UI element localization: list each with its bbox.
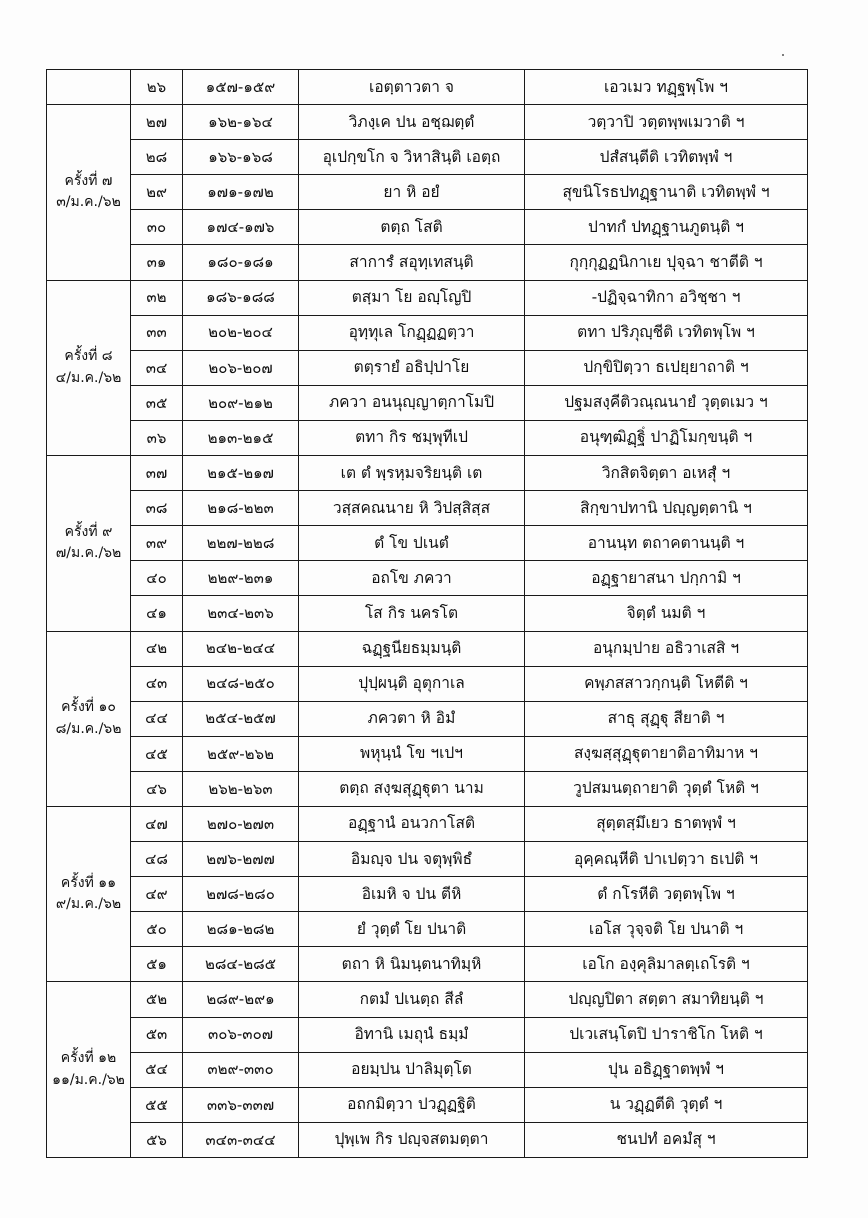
end-phrase-cell: ตทา ปริภุญฺชีติ เวทิตพฺโพ ฯ (525, 315, 808, 350)
item-number-cell: ๒๙ (131, 175, 183, 210)
item-number-cell: ๓๕ (131, 385, 183, 420)
item-number-cell: ๓๓ (131, 315, 183, 350)
page-range-cell: ๒๗๖-๒๗๗ (183, 842, 299, 877)
item-number-cell: ๓๙ (131, 526, 183, 561)
start-phrase-cell: สาการํ สอุทฺเทสนฺติ (299, 245, 525, 280)
schedule-table (46, 69, 808, 1158)
schedule-table-body (47, 70, 808, 1158)
page-range-cell: ๒๗๐-๒๗๓ (183, 806, 299, 841)
table-row (47, 491, 808, 526)
session-cell (47, 982, 131, 1157)
end-phrase-cell: วิกสิตจิตฺตา อเหสุํ ฯ (525, 456, 808, 491)
item-number-cell: ๔๙ (131, 877, 183, 912)
session-date: ๑๑/ม.ค./๖๒ (52, 1071, 125, 1088)
page-range-cell: ๓๓๖-๓๓๗ (183, 1087, 299, 1122)
page-range-cell: ๒๑๕-๒๑๗ (183, 456, 299, 491)
end-phrase-cell: สิกฺขาปทานิ ปญฺญตฺตานิ ฯ (525, 491, 808, 526)
session-cell (47, 806, 131, 981)
item-number-cell: ๕๔ (131, 1052, 183, 1087)
item-number-cell: ๔๑ (131, 596, 183, 631)
start-phrase-cell: ฉฏฺฐนียธมฺมนฺติ (299, 631, 525, 666)
session-label: ครั้งที่ ๙ (64, 523, 113, 540)
end-phrase-cell: อนุกมฺปาย อธิวาเสสิ ฯ (525, 631, 808, 666)
session-label: ครั้งที่ ๗ (64, 172, 113, 189)
end-phrase-cell: ปฐมสงฺคีติวณฺณนายํ วุตฺตเมว ฯ (525, 385, 808, 420)
table-row (47, 701, 808, 736)
item-number-cell: ๕๓ (131, 1017, 183, 1052)
item-number-cell: ๕๖ (131, 1122, 183, 1157)
start-phrase-cell: อุทฺทุเล โกฏฺฏฏตฺวา (299, 315, 525, 350)
end-phrase-cell: วูปสมนตฺถายาติ วุตฺตํ โหติ ฯ (525, 771, 808, 806)
page-range-cell: ๒๑๓-๒๑๕ (183, 420, 299, 455)
table-row (47, 1017, 808, 1052)
table-row (47, 70, 808, 105)
page-range-cell: ๒๕๔-๒๕๗ (183, 701, 299, 736)
item-number-cell: ๔๗ (131, 806, 183, 841)
start-phrase-cell: ภควา อนนุญฺญาตฺกาโมปิ (299, 385, 525, 420)
table-row (47, 631, 808, 666)
start-phrase-cell: ปุพฺเพ กิร ปญฺจสตมตฺตา (299, 1122, 525, 1157)
table-row (47, 526, 808, 561)
item-number-cell: ๔๒ (131, 631, 183, 666)
session-date: ๘/ม.ค./๖๒ (55, 720, 122, 737)
page-range-cell: ๑๗๔-๑๗๖ (183, 210, 299, 245)
table-row (47, 1087, 808, 1122)
table-row (47, 666, 808, 701)
item-number-cell: ๕๐ (131, 912, 183, 947)
start-phrase-cell: อถโข ภควา (299, 561, 525, 596)
page-range-cell: ๓๔๓-๓๔๔ (183, 1122, 299, 1157)
start-phrase-cell: ตตฺถ สงฺฆสุฏฺฐุตา นาม (299, 771, 525, 806)
table-row (47, 315, 808, 350)
end-phrase-cell: สุขนิโรธปทฏฺฐานาติ เวทิตพฺพํ ฯ (525, 175, 808, 210)
start-phrase-cell: อฏฺฐานํ อนวกาโสติ (299, 806, 525, 841)
end-phrase-cell: -ปฏิจฺฉาทิกา อวิชฺชา ฯ (525, 280, 808, 315)
item-number-cell: ๕๕ (131, 1087, 183, 1122)
start-phrase-cell: เต ตํ พฺรหฺมจริยนฺติ เต (299, 456, 525, 491)
session-date: ๙/ม.ค./๖๒ (55, 896, 122, 913)
end-phrase-cell: กุกฺกุฏฏนิกาเย ปุจฺฉา ชาตีติ ฯ (525, 245, 808, 280)
session-cell (47, 456, 131, 631)
scan-speck (782, 54, 784, 56)
session-date: ๓/ม.ค./๖๒ (56, 194, 121, 211)
page-range-cell: ๒๑๘-๒๒๓ (183, 491, 299, 526)
table-row (47, 596, 808, 631)
end-phrase-cell: เอโส วุจฺจติ โย ปนาติ ฯ (525, 912, 808, 947)
table-row (47, 456, 808, 491)
session-date: ๔/ม.ค./๖๒ (55, 369, 122, 386)
table-row (47, 1122, 808, 1157)
session-label: ครั้งที่ ๑๑ (60, 874, 117, 891)
end-phrase-cell: ชนปทํ อคมํสุ ฯ (525, 1122, 808, 1157)
page-range-cell: ๑๖๒-๑๖๔ (183, 105, 299, 140)
start-phrase-cell: วิภงฺเค ปน อชฺฌตฺตํ (299, 105, 525, 140)
page-range-cell: ๑๘๐-๑๘๑ (183, 245, 299, 280)
page-range-cell: ๒๔๒-๒๔๔ (183, 631, 299, 666)
page-range-cell: ๑๕๗-๑๕๙ (183, 70, 299, 105)
session-label: ครั้งที่ ๑๒ (60, 1049, 117, 1066)
end-phrase-cell: ปญฺญปิตา สตฺตา สมาทิยนฺติ ฯ (525, 982, 808, 1017)
start-phrase-cell: อิมญฺจ ปน จตุพฺพิธํ (299, 842, 525, 877)
page-range-cell: ๑๗๑-๑๗๒ (183, 175, 299, 210)
page-range-cell: ๒๐๙-๒๑๒ (183, 385, 299, 420)
end-phrase-cell: อานนฺท ตถาคตานนฺติ ฯ (525, 526, 808, 561)
table-row (47, 736, 808, 771)
start-phrase-cell: อิเมหิ จ ปน ตีหิ (299, 877, 525, 912)
item-number-cell: ๕๑ (131, 947, 183, 982)
start-phrase-cell: อิทานิ เมถุนํ ธมฺมํ (299, 1017, 525, 1052)
start-phrase-cell: ยา หิ อยํ (299, 175, 525, 210)
page-range-cell: ๑๘๖-๑๘๘ (183, 280, 299, 315)
end-phrase-cell: ปกฺขิปิตฺวา ธเปยฺยาถาติ ฯ (525, 350, 808, 385)
start-phrase-cell: ตถา หิ นิมนฺตนาทิมฺหิ (299, 947, 525, 982)
item-number-cell: ๕๒ (131, 982, 183, 1017)
end-phrase-cell: สาธุ สุฏฺฐุ สียาติ ฯ (525, 701, 808, 736)
end-phrase-cell: เอโก องฺคุลิมาลตฺเถโรติ ฯ (525, 947, 808, 982)
end-phrase-cell: ปุน อธิฏฺฐาตพฺพํ ฯ (525, 1052, 808, 1087)
page-range-cell: ๒๓๔-๒๓๖ (183, 596, 299, 631)
end-phrase-cell: น วฏฺฏตีติ วุตฺตํ ฯ (525, 1087, 808, 1122)
page-range-cell: ๒๘๙-๒๙๑ (183, 982, 299, 1017)
item-number-cell: ๔๘ (131, 842, 183, 877)
end-phrase-cell: ปสํสนฺตีติ เวทิตพฺพํ ฯ (525, 140, 808, 175)
item-number-cell: ๓๒ (131, 280, 183, 315)
table-row (47, 771, 808, 806)
page-range-cell: ๓๐๖-๓๐๗ (183, 1017, 299, 1052)
table-row (47, 175, 808, 210)
start-phrase-cell: ยํ วุตฺตํ โย ปนาติ (299, 912, 525, 947)
table-row (47, 912, 808, 947)
item-number-cell: ๔๔ (131, 701, 183, 736)
end-phrase-cell: อฏฺฐายาสนา ปกฺกามิ ฯ (525, 561, 808, 596)
item-number-cell: ๓๖ (131, 420, 183, 455)
end-phrase-cell: คพฺภสสาวกฺกนฺติ โหตีติ ฯ (525, 666, 808, 701)
item-number-cell: ๔๖ (131, 771, 183, 806)
start-phrase-cell: วสฺสคณนาย หิ วิปสฺสิสฺส (299, 491, 525, 526)
start-phrase-cell: ตตฺรายํ อธิปฺปาโย (299, 350, 525, 385)
item-number-cell: ๓๑ (131, 245, 183, 280)
item-number-cell: ๔๐ (131, 561, 183, 596)
start-phrase-cell: ตํ โข ปเนตํ (299, 526, 525, 561)
page-range-cell: ๒๘๑-๒๘๒ (183, 912, 299, 947)
end-phrase-cell: ตํ กโรหีติ วตฺตพฺโพ ฯ (525, 877, 808, 912)
table-row (47, 210, 808, 245)
session-label: ครั้งที่ ๑๐ (61, 699, 116, 716)
table-row (47, 140, 808, 175)
table-row (47, 420, 808, 455)
start-phrase-cell: กตมํ ปเนตฺถ สีลํ (299, 982, 525, 1017)
end-phrase-cell: สุตฺตสฺมึเยว ธาตพฺพํ ฯ (525, 806, 808, 841)
table-row (47, 982, 808, 1017)
page-range-cell: ๒๖๒-๒๖๓ (183, 771, 299, 806)
page-range-cell: ๓๒๙-๓๓๐ (183, 1052, 299, 1087)
table-row (47, 877, 808, 912)
item-number-cell: ๓๐ (131, 210, 183, 245)
start-phrase-cell: อถกมิตฺวา ปวฏฺฏฐิติ (299, 1087, 525, 1122)
start-phrase-cell: โส กิร นครโต (299, 596, 525, 631)
end-phrase-cell: วตฺวาปิ วตฺตพฺพเมวาติ ฯ (525, 105, 808, 140)
table-row (47, 1052, 808, 1087)
page-range-cell: ๒๐๖-๒๐๗ (183, 350, 299, 385)
session-label: ครั้งที่ ๘ (64, 348, 113, 365)
start-phrase-cell: ภควตา หิ อิมํ (299, 701, 525, 736)
start-phrase-cell: อุเปกฺขโก จ วิหาสินฺติ เอตฺถ (299, 140, 525, 175)
session-cell (47, 105, 131, 280)
table-row (47, 842, 808, 877)
table-row (47, 245, 808, 280)
end-phrase-cell: ปาทกํ ปทฏฺฐานภูตนฺติ ฯ (525, 210, 808, 245)
table-row (47, 280, 808, 315)
page-range-cell: ๒๗๘-๒๘๐ (183, 877, 299, 912)
start-phrase-cell: ตทา กิร ชมฺพุทีเป (299, 420, 525, 455)
page-range-cell: ๒๐๒-๒๐๔ (183, 315, 299, 350)
start-phrase-cell: ตตฺถ โสติ (299, 210, 525, 245)
end-phrase-cell: สงฺฆสฺสุฏฺฐุตายาติอาทิมาห ฯ (525, 736, 808, 771)
item-number-cell: ๓๗ (131, 456, 183, 491)
table-row (47, 105, 808, 140)
item-number-cell: ๓๘ (131, 491, 183, 526)
item-number-cell: ๔๕ (131, 736, 183, 771)
item-number-cell: ๔๓ (131, 666, 183, 701)
item-number-cell: ๓๔ (131, 350, 183, 385)
item-number-cell: ๒๖ (131, 70, 183, 105)
item-number-cell: ๒๗ (131, 105, 183, 140)
end-phrase-cell: จิตฺตํ นมติ ฯ (525, 596, 808, 631)
table-row (47, 385, 808, 420)
start-phrase-cell: ตสฺมา โย อญฺโญปิ (299, 280, 525, 315)
table-row (47, 947, 808, 982)
start-phrase-cell: ปุปฺผนฺติ อุตุกาเล (299, 666, 525, 701)
page-range-cell: ๒๕๙-๒๖๒ (183, 736, 299, 771)
session-cell (47, 631, 131, 806)
end-phrase-cell: อุคฺคณฺหีติ ปาเปตฺวา ธเปติ ฯ (525, 842, 808, 877)
page-range-cell: ๒๔๘-๒๕๐ (183, 666, 299, 701)
session-cell (47, 280, 131, 455)
table-row (47, 561, 808, 596)
table-row (47, 806, 808, 841)
session-date: ๗/ม.ค./๖๒ (55, 545, 122, 562)
end-phrase-cell: ปเวเสนฺโตปิ ปาราชิโก โหติ ฯ (525, 1017, 808, 1052)
start-phrase-cell: เอตฺตาวตา จ (299, 70, 525, 105)
page-range-cell: ๒๒๗-๒๒๘ (183, 526, 299, 561)
item-number-cell: ๒๘ (131, 140, 183, 175)
start-phrase-cell: อยมฺปน ปาลิมุตฺโต (299, 1052, 525, 1087)
page-range-cell: ๒๘๔-๒๘๕ (183, 947, 299, 982)
session-cell (47, 70, 131, 105)
page-range-cell: ๑๖๖-๑๖๘ (183, 140, 299, 175)
end-phrase-cell: เอวเมว ทฏฺฐพฺโพ ฯ (525, 70, 808, 105)
start-phrase-cell: พหุนฺนํ โข ฯเปฯ (299, 736, 525, 771)
page-range-cell: ๒๒๙-๒๓๑ (183, 561, 299, 596)
table-row (47, 350, 808, 385)
end-phrase-cell: อนุฑฺฒิฏฺฐิํ ปาฏิโมกฺขนฺติ ฯ (525, 420, 808, 455)
